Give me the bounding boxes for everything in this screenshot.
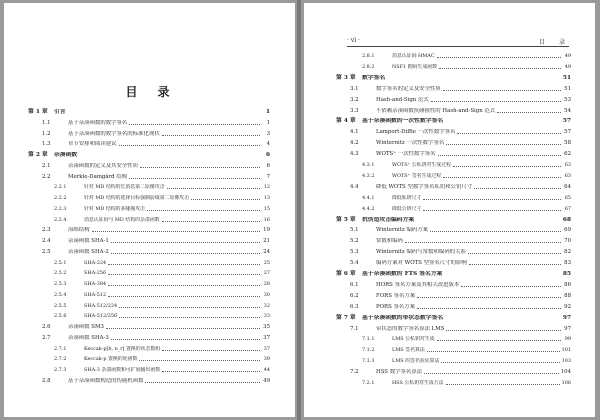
toc-section-entry xyxy=(350,84,571,93)
toc-entry-number: 3.2 xyxy=(350,96,359,103)
toc-entry-number: 4.3 xyxy=(350,151,359,158)
toc-section-entry xyxy=(350,302,571,311)
toc-entry-number: 7.1.3 xyxy=(362,358,375,365)
toc-entry-number: 2.2.3 xyxy=(54,205,67,212)
toc-entry-page: 88 xyxy=(564,292,571,299)
toc-section-entry xyxy=(42,322,270,331)
toc-entry-page: 19 xyxy=(263,227,270,234)
toc-entry-page: 67 xyxy=(564,205,571,212)
toc-section-entry xyxy=(42,247,270,256)
toc-entry-page: 21 xyxy=(263,238,270,244)
toc-leader-dots xyxy=(191,199,260,200)
toc-entry-title: LMS 公私钥对生成 xyxy=(392,336,435,343)
toc-leader-dots xyxy=(108,264,260,265)
toc-entry-title: 基于杂凑函数的 FTS 签名方案 xyxy=(362,271,443,277)
toc-entry-number: 1.2 xyxy=(42,130,51,137)
toc-entry-page: 1 xyxy=(266,119,270,126)
toc-entry-title: 基于杂凑函数构造的伪随机函数 xyxy=(68,377,144,384)
toc-entry-number: 2.7.1 xyxy=(54,345,67,352)
toc-section-entry xyxy=(54,258,270,267)
toc-entry-title: PORS 签名方案 xyxy=(376,303,416,310)
toc-entry-number: 2.2 xyxy=(42,173,51,180)
toc-section-entry xyxy=(350,127,571,136)
toc-entry-number: 7.1.1 xyxy=(362,336,375,343)
toc-entry-page: 33 xyxy=(263,313,270,320)
toc-chapter-entry xyxy=(336,269,571,278)
toc-section-entry xyxy=(42,139,270,148)
toc-entry-title: 不依赖杂凑函数抗碰撞性的 Hash-and-Sign 范式 xyxy=(376,107,496,114)
toc-entry-title: 编码方案对 WOTS 型签名尺寸的影响 xyxy=(376,260,467,267)
toc-leader-dots xyxy=(119,317,260,318)
toc-section-entry xyxy=(54,311,270,320)
toc-entry-number: 4.3.1 xyxy=(362,162,375,168)
toc-section-entry xyxy=(54,279,270,288)
toc-entry-number: 第 3 章 xyxy=(336,74,356,81)
toc-entry-number: 4.4 xyxy=(350,183,359,190)
toc-section-entry xyxy=(54,182,270,191)
toc-entry-page: 28 xyxy=(263,281,270,287)
toc-entry-page: 62 xyxy=(564,151,571,158)
toc-section-entry xyxy=(362,171,571,180)
toc-entry-number: 第 2 章 xyxy=(28,152,48,158)
toc-section-entry xyxy=(54,365,270,374)
toc-title: 目 录 xyxy=(125,85,174,99)
toc-entry-page: 92 xyxy=(564,303,571,310)
running-head-rule xyxy=(347,46,569,47)
toc-leader-dots xyxy=(111,242,260,243)
toc-leader-dots xyxy=(119,145,260,146)
toc-entry-title: 消息认证码与 MD 结构的杂凑函数 xyxy=(84,216,160,223)
toc-leader-dots xyxy=(497,112,561,113)
toc-entry-title: 降低私钥尺寸 xyxy=(392,194,422,201)
toc-section-entry xyxy=(362,334,571,343)
toc-entry-number: 2.7.3 xyxy=(54,367,67,373)
toc-section-entry xyxy=(350,258,571,267)
toc-entry-page: 35 xyxy=(263,324,270,330)
toc-entry-title: 杂凑函数 xyxy=(54,152,78,158)
toc-section-entry xyxy=(350,106,571,115)
toc-entry-title: WOTS⁺ 公私钥对生成过程 xyxy=(392,162,451,168)
toc-leader-dots xyxy=(423,199,561,200)
toc-section-entry xyxy=(42,376,270,385)
toc-chapter-entry xyxy=(28,107,270,116)
toc-entry-page: 51 xyxy=(564,85,571,92)
toc-entry-page: 82 xyxy=(564,249,571,256)
toc-entry-number: 7.2 xyxy=(350,369,359,376)
toc-entry-title: Hash-and-Sign 范式 xyxy=(376,96,429,103)
toc-entry-title: 杂凑函数 SHA-3 xyxy=(68,334,109,341)
toc-entry-number: 3.3 xyxy=(350,107,359,114)
toc-entry-title: WOTS⁺ 签名生成过程 xyxy=(392,172,442,179)
toc-entry-page: 6 xyxy=(265,152,270,158)
toc-entry-page: 63 xyxy=(564,162,571,168)
toc-leader-dots xyxy=(430,231,561,232)
toc-entry-page: 49 xyxy=(564,63,571,70)
toc-entry-number: 第 6 章 xyxy=(336,271,356,277)
toc-entry-title: 杂凑函数的定义及其安全性质 xyxy=(68,162,139,169)
toc-entry-title: 基于杂凑函数的数字签名的标准化现状 xyxy=(68,130,160,137)
toc-section-entry xyxy=(54,344,270,353)
toc-leader-dots xyxy=(437,57,561,58)
toc-section-entry xyxy=(350,138,571,147)
toc-leader-dots xyxy=(92,231,260,232)
toc-entry-title: LMS 签名算法 xyxy=(392,347,425,354)
toc-entry-number: 1.1 xyxy=(42,119,51,126)
toc-entry-page: 57 xyxy=(564,129,571,136)
toc-entry-number: 7.1 xyxy=(350,325,359,332)
toc-entry-number: 第 1 章 xyxy=(28,109,48,115)
toc-entry-page: 53 xyxy=(564,96,571,103)
toc-entry-number: 2.7.2 xyxy=(54,356,67,363)
toc-entry-title: 针对 MD 结构的选择目标强制前缀第二原像攻击 xyxy=(84,195,189,201)
toc-leader-dots xyxy=(474,188,561,189)
toc-entry-title: SHA-512/224 xyxy=(84,302,118,309)
toc-leader-dots xyxy=(162,135,260,136)
toc-entry-title: Lamport-Diffie 一次性数字签名 xyxy=(376,129,456,136)
toc-entry-page: 27 xyxy=(263,270,270,277)
toc-entry-number: 2.5.3 xyxy=(54,281,67,287)
toc-leader-dots xyxy=(108,274,260,275)
toc-leader-dots xyxy=(108,285,260,286)
toc-entry-page: 7 xyxy=(266,173,270,180)
toc-entry-page: 99 xyxy=(564,336,571,343)
toc-entry-page: 12 xyxy=(263,184,270,191)
toc-entry-title: 数字签名 xyxy=(362,74,386,81)
toc-section-entry xyxy=(362,193,571,202)
toc-leader-dots xyxy=(446,144,561,145)
toc-leader-dots xyxy=(162,221,260,222)
toc-entry-title: SHA-256 xyxy=(84,270,107,277)
toc-entry-number: 2.8.1 xyxy=(362,53,375,59)
toc-entry-number: 2.5 xyxy=(42,248,51,255)
toc-entry-title: LMS 的签名验证算法 xyxy=(392,358,440,365)
toc-leader-dots xyxy=(147,210,260,211)
toc-entry-title: Keccak-p[b, n_r] 置换的状态数组 xyxy=(84,345,161,352)
toc-entry-number: 2.5.6 xyxy=(54,313,67,320)
toc-entry-page: 103 xyxy=(561,358,571,365)
toc-section-entry xyxy=(362,356,571,365)
toc-entry-title: 海绵结构 xyxy=(68,227,90,234)
toc-leader-dots xyxy=(468,253,561,254)
toc-entry-page: 101 xyxy=(561,347,571,354)
toc-entry-number: 4.4.2 xyxy=(362,205,375,212)
toc-leader-dots xyxy=(439,68,561,69)
toc-entry-title: 针对 MD 结构的多碰撞攻击 xyxy=(84,205,145,212)
toc-entry-page: 49 xyxy=(564,53,571,59)
toc-section-entry xyxy=(350,225,571,234)
toc-section-entry xyxy=(350,280,571,289)
toc-section-entry xyxy=(362,62,571,71)
toc-entry-title: SHA-224 xyxy=(84,259,107,266)
toc-leader-dots xyxy=(424,373,559,374)
toc-section-entry xyxy=(350,182,571,191)
toc-entry-title: FORS 签名方案 xyxy=(376,292,416,299)
toc-section-entry xyxy=(362,345,571,354)
toc-entry-title: Merkle-Damgård 结构 xyxy=(68,173,128,180)
toc-entry-title: SHA-512/256 xyxy=(84,313,118,320)
toc-section-entry xyxy=(42,236,270,245)
toc-section-entry xyxy=(54,354,270,363)
toc-leader-dots xyxy=(111,339,260,340)
toc-entry-page: 3 xyxy=(266,130,270,137)
toc-section-entry xyxy=(350,149,571,158)
toc-leader-dots xyxy=(443,177,561,178)
toc-entry-title: 带状态的数字签名算法 LMS xyxy=(376,325,445,332)
toc-entry-number: 第 5 章 xyxy=(336,216,356,223)
toc-leader-dots xyxy=(119,307,260,308)
toc-section-entry xyxy=(362,378,571,387)
toc-entry-title: 降低 WOTS 型数字签名私钥和公钥尺寸 xyxy=(376,183,473,190)
toc-entry-number: 2.5.4 xyxy=(54,291,67,298)
toc-entry-number: 5.1 xyxy=(350,227,359,234)
book-spine xyxy=(297,0,301,420)
toc-entry-page: 49 xyxy=(263,377,270,384)
toc-entry-number: 5.2 xyxy=(350,238,359,245)
toc-entry-number: 2.3 xyxy=(42,227,51,234)
toc-entry-number: 5.4 xyxy=(350,260,359,267)
toc-leader-dots xyxy=(140,167,260,168)
right-page xyxy=(304,3,595,417)
toc-entry-title: 章节安排和阅读建议 xyxy=(68,141,117,148)
toc-entry-page: 13 xyxy=(263,195,270,201)
running-head-page-number: · vi · xyxy=(347,37,360,44)
toc-entry-number: 2.2.2 xyxy=(54,195,67,201)
toc-leader-dots xyxy=(139,360,260,361)
toc-section-entry xyxy=(350,247,571,256)
toc-leader-dots xyxy=(167,188,260,189)
toc-entry-page: 64 xyxy=(564,183,571,190)
toc-entry-title: Keccak-p 置换的轮函数 xyxy=(84,356,138,363)
toc-leader-dots xyxy=(443,90,561,91)
toc-entry-page: 86 xyxy=(564,281,571,288)
toc-entry-number: 6.1 xyxy=(350,281,359,288)
toc-entry-number: 7.1.2 xyxy=(362,347,375,354)
toc-entry-number: 2.6 xyxy=(42,324,51,330)
toc-entry-number: 2.7 xyxy=(42,334,51,341)
toc-entry-title: 杂凑函数 SHA-1 xyxy=(68,238,109,244)
toc-entry-title: SHA-384 xyxy=(84,281,107,287)
toc-entry-page: 68 xyxy=(562,216,571,223)
toc-entry-page: 16 xyxy=(263,216,270,223)
toc-entry-page: 58 xyxy=(564,140,571,147)
toc-entry-number: 4.3.2 xyxy=(362,172,375,179)
toc-entry-title: HSS 公私钥对生成方法 xyxy=(392,380,444,386)
toc-entry-title: 针对 MD 结构的长消息第二原像攻击 xyxy=(84,184,165,191)
toc-entry-page: 65 xyxy=(564,194,571,201)
toc-entry-page: 54 xyxy=(564,107,571,114)
toc-leader-dots xyxy=(427,351,560,352)
toc-entry-title: 基于杂凑函数的带状态数字签名 xyxy=(362,314,444,321)
toc-leader-dots xyxy=(106,328,260,329)
toc-leader-dots xyxy=(461,286,561,287)
toc-entry-number: 2.2.4 xyxy=(54,216,67,223)
toc-section-entry xyxy=(362,204,571,213)
toc-entry-number: 4.4.1 xyxy=(362,194,375,201)
toc-entry-page: 37 xyxy=(263,334,270,341)
toc-section-entry xyxy=(54,268,270,277)
toc-leader-dots xyxy=(446,384,560,385)
toc-leader-dots xyxy=(453,166,561,167)
toc-leader-dots xyxy=(441,362,559,363)
toc-entry-title: SHA-512 xyxy=(84,291,107,298)
toc-entry-page: 32 xyxy=(263,302,270,309)
toc-section-entry xyxy=(54,215,270,224)
toc-leader-dots xyxy=(438,155,561,156)
toc-entry-page: 51 xyxy=(562,74,571,81)
toc-entry-page: 44 xyxy=(263,367,270,373)
toc-section-entry xyxy=(54,204,270,213)
toc-leader-dots xyxy=(129,178,260,179)
toc-chapter-entry xyxy=(28,150,270,159)
toc-section-entry xyxy=(42,118,270,127)
toc-entry-number: 5.3 xyxy=(350,249,359,256)
toc-section-entry xyxy=(350,291,571,300)
toc-entry-page: 57 xyxy=(562,118,571,125)
toc-section-entry xyxy=(350,324,571,333)
toc-entry-page: 24 xyxy=(263,248,270,255)
toc-entry-page: 85 xyxy=(562,271,571,277)
toc-leader-dots xyxy=(417,308,561,309)
toc-leader-dots xyxy=(423,210,561,211)
toc-entry-page: 69 xyxy=(564,227,571,234)
toc-entry-page: 63 xyxy=(564,172,571,179)
toc-entry-page: 70 xyxy=(564,238,571,245)
toc-leader-dots xyxy=(457,133,561,134)
toc-entry-title: WOTS⁺ 一次性数字签名 xyxy=(376,151,436,158)
toc-section-entry xyxy=(42,161,270,170)
toc-entry-title: HORS 签名方案及其相关改进版本 xyxy=(376,281,460,288)
toc-leader-dots xyxy=(111,253,260,254)
toc-leader-dots xyxy=(446,330,561,331)
toc-entry-number: 第 7 章 xyxy=(336,314,356,321)
toc-entry-page: 6 xyxy=(266,162,270,169)
toc-entry-title: 基于杂凑函数的数字签名 xyxy=(68,119,128,126)
toc-entry-title: 基于杂凑函数的一次性数字签名 xyxy=(362,118,444,125)
toc-entry-title: 消息认证码 HMAC xyxy=(392,53,435,59)
toc-entry-title: 抗伪造攻击编码方案 xyxy=(362,216,415,223)
toc-entry-number: 4.1 xyxy=(350,129,359,136)
toc-leader-dots xyxy=(437,340,561,341)
toc-entry-number: 6.2 xyxy=(350,292,359,299)
toc-entry-title: 数字签名的定义及安全性质 xyxy=(376,85,441,92)
toc-entry-number: 4.2 xyxy=(350,140,359,147)
toc-entry-title: 杂凑函数 SHA-2 xyxy=(68,248,109,255)
toc-chapter-entry xyxy=(336,73,571,82)
toc-entry-number: 6.3 xyxy=(350,303,359,310)
toc-entry-page: 25 xyxy=(263,259,270,266)
toc-chapter-entry xyxy=(336,215,571,224)
toc-chapter-entry xyxy=(336,313,571,322)
toc-entry-page: 37 xyxy=(263,345,270,352)
toc-entry-number: 2.8 xyxy=(42,377,51,384)
toc-entry-title: 降低公钥尺寸 xyxy=(392,205,422,212)
toc-entry-number: 7.2.1 xyxy=(362,380,375,386)
toc-entry-page: 83 xyxy=(564,260,571,267)
toc-entry-page: 1 xyxy=(265,109,270,115)
toc-leader-dots xyxy=(162,350,260,351)
toc-entry-page: 97 xyxy=(564,325,571,332)
toc-section-entry xyxy=(54,290,270,299)
toc-leader-dots xyxy=(145,382,260,383)
toc-leader-dots xyxy=(405,242,561,243)
toc-entry-title: SHA-3 杂凑函数和可扩展输出函数 xyxy=(84,367,161,373)
toc-leader-dots xyxy=(108,296,260,297)
toc-entry-page: 4 xyxy=(266,141,270,148)
toc-section-entry xyxy=(42,333,270,342)
toc-leader-dots xyxy=(162,371,260,372)
toc-section-entry xyxy=(350,236,571,245)
toc-entry-title: HSS 数字签名算法 xyxy=(376,369,423,376)
toc-entry-title: Winternitz 一次性数字签名 xyxy=(376,140,445,147)
toc-entry-title: NSF1 拥码生成函数 xyxy=(392,63,438,70)
toc-chapter-entry xyxy=(336,116,571,125)
toc-entry-number: 3.1 xyxy=(350,85,359,92)
toc-entry-title: 引言 xyxy=(54,109,66,115)
toc-leader-dots xyxy=(129,124,260,125)
toc-section-entry xyxy=(54,193,270,202)
toc-entry-title: Winternitz 编码方案 xyxy=(376,227,429,234)
toc-section-entry xyxy=(54,301,270,310)
toc-leader-dots xyxy=(417,297,561,298)
toc-entry-title: 杂凑函数 SM3 xyxy=(68,324,104,330)
running-head-title: 目 录 xyxy=(538,39,569,46)
toc-entry-number: 2.4 xyxy=(42,238,51,244)
toc-section-entry xyxy=(350,95,571,104)
toc-entry-page: 106 xyxy=(561,380,571,386)
toc-entry-title: Winternitz 编码与常数和编码的关系 xyxy=(376,249,466,256)
toc-entry-page: 15 xyxy=(263,205,270,212)
toc-entry-number: 第 4 章 xyxy=(336,118,356,125)
toc-leader-dots xyxy=(431,101,561,102)
toc-entry-page: 97 xyxy=(562,314,571,321)
toc-entry-number: 2.1 xyxy=(42,162,51,169)
toc-section-entry xyxy=(42,172,270,181)
toc-entry-page: 104 xyxy=(560,369,571,376)
toc-entry-number: 2.5.1 xyxy=(54,259,67,266)
toc-entry-page: 39 xyxy=(263,356,270,363)
toc-section-entry xyxy=(362,51,571,60)
toc-section-entry xyxy=(350,367,571,376)
toc-entry-title: 常数和编码 xyxy=(376,238,403,245)
toc-entry-number: 2.5.5 xyxy=(54,302,67,309)
toc-section-entry xyxy=(42,225,270,234)
toc-section-entry xyxy=(362,160,571,169)
toc-section-entry xyxy=(42,129,270,138)
toc-entry-number: 1.3 xyxy=(42,141,51,148)
running-head xyxy=(347,37,569,46)
toc-entry-number: 2.8.2 xyxy=(362,63,375,70)
toc-entry-page: 30 xyxy=(263,291,270,298)
toc-entry-number: 2.2.1 xyxy=(54,184,67,191)
left-page xyxy=(4,3,295,417)
toc-entry-number: 2.5.2 xyxy=(54,270,67,277)
toc-leader-dots xyxy=(469,264,561,265)
